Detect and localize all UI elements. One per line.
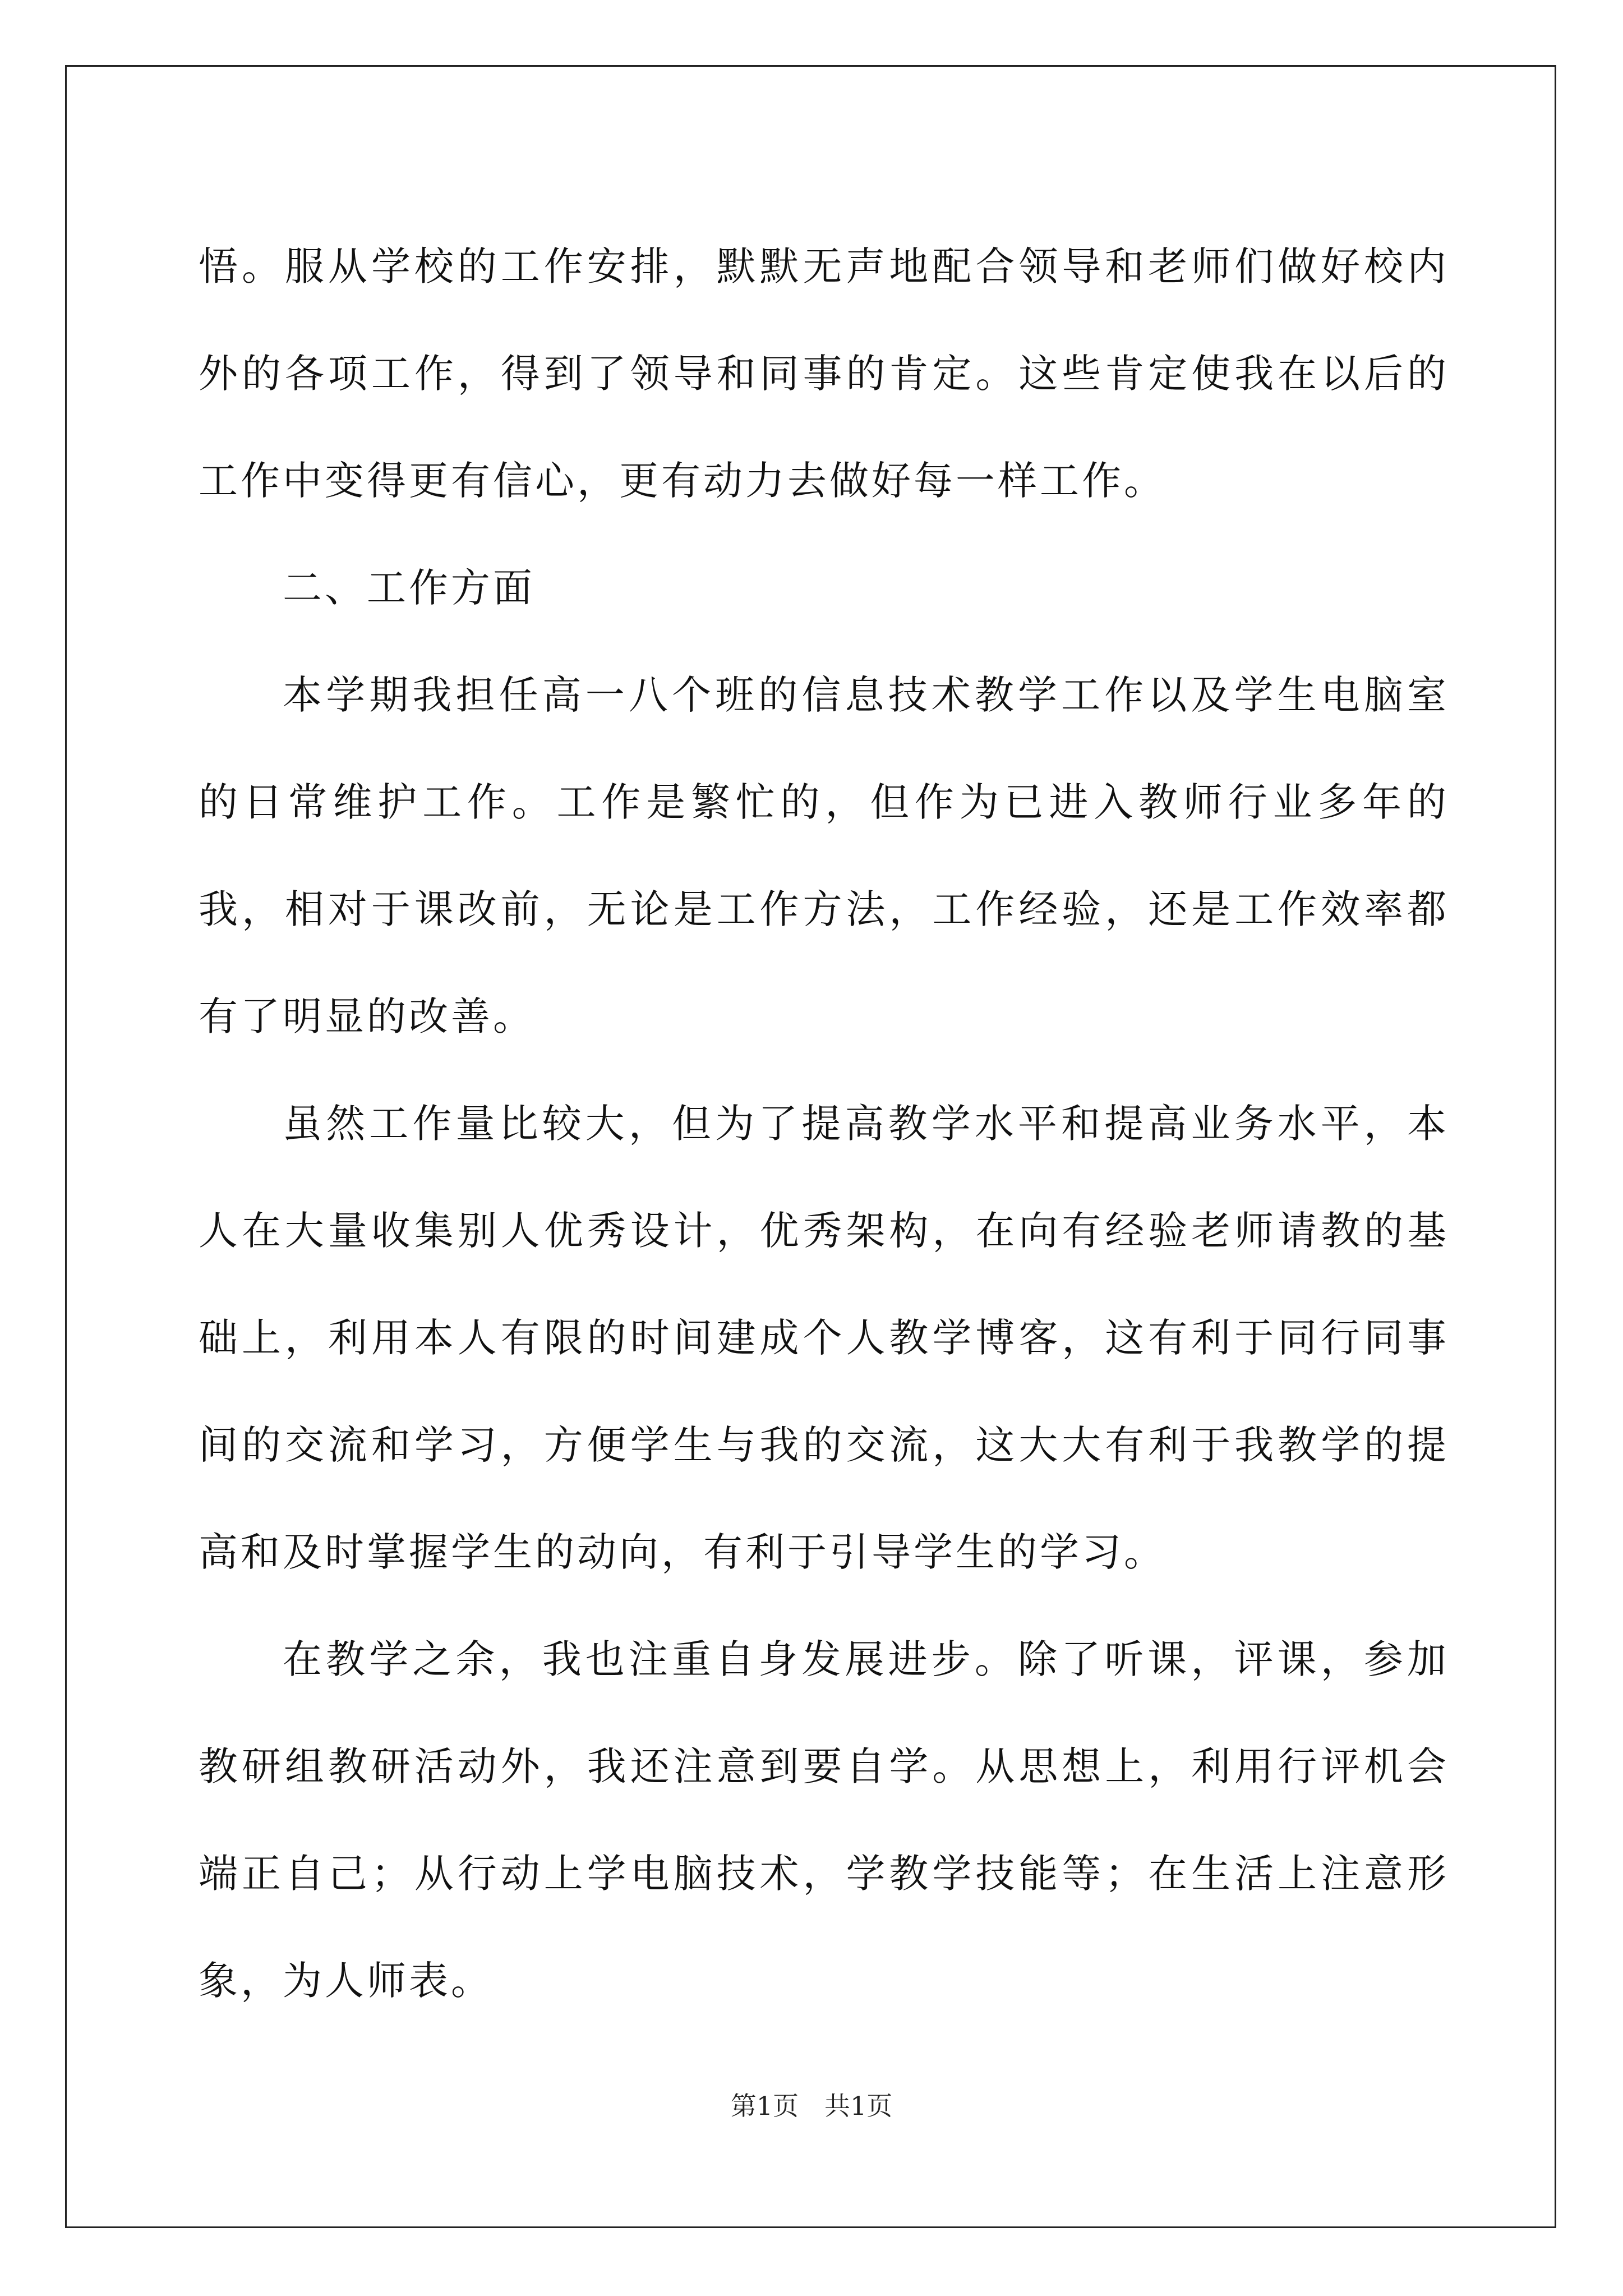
page-footer: 第1页 共1页	[730, 2091, 893, 2121]
paragraph-continued: 悟。服从学校的工作安排，默默无声地配合领导和老师们做好校内外的各项工作，得到了领导和同事的肯定。这些肯定使我在以后的工作中变得更有信心，更有动力去做好每一样工作。	[199, 243, 1449, 504]
document-body	[199, 213, 1449, 2035]
paragraph: 在教学之余，我也注重自身发展进步。除了听课，评课，参加教研组教研活动外，我还注意到要自学。从思想上，利用行评机会端正自己；从行动上学电脑技术，学教学技能等；在生活上注意形象，为人师表。	[199, 1636, 1449, 2004]
paragraph: 本学期我担任高一八个班的信息技术教学工作以及学生电脑室的日常维护工作。工作是繁忙的，但作为已进入教师行业多年的我，相对于课改前，无论是工作方法，工作经验，还是工作效率都有了明显的改善。	[199, 672, 1449, 1039]
paragraph: 虽然工作量比较大，但为了提高教学水平和提高业务水平，本人在大量收集别人优秀设计，优秀架构，在向有经验老师请教的基础上，利用本人有限的时间建成个人教学博客，这有利于同行同事间的交流和学习，方便学生与我的交流，这大大有利于我教学的提高和及时掌握学生的动向，有利于引导学生的学习。	[199, 1101, 1449, 1575]
section-heading: 二、工作方面	[283, 565, 535, 611]
